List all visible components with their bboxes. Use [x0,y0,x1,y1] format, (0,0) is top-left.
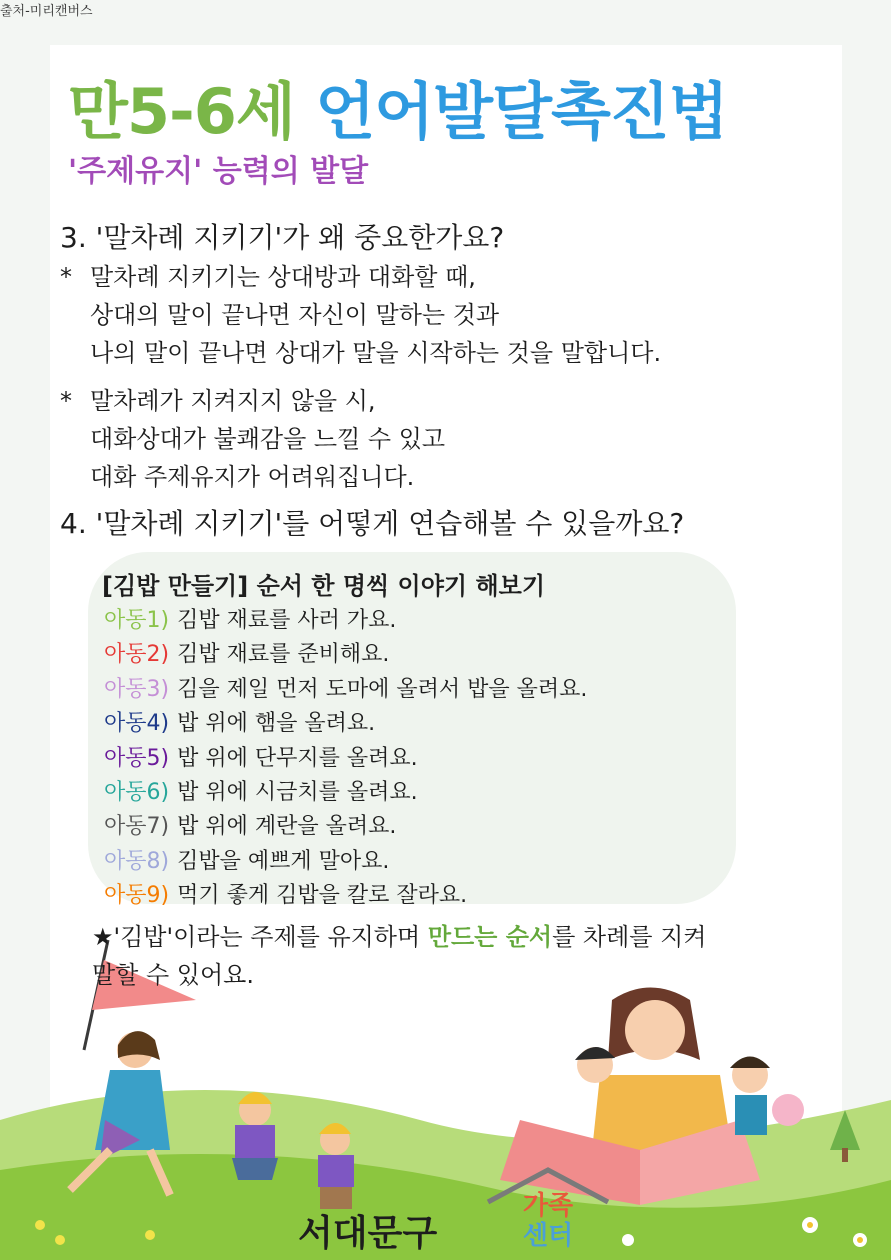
logo-text-top: 가족 [522,1191,574,1221]
step-item [104,810,587,844]
step-text: 밥 위에 시금치를 올려요. [177,780,418,806]
step-item [104,742,587,776]
summary-note [92,918,706,994]
step-text: 김을 제일 먼저 도마에 올려서 밥을 올려요. [177,676,588,702]
step-label: 아동6) [104,780,170,806]
step-text: 먹기 좋게 김밥을 칼로 잘라요. [177,883,468,909]
step-item [104,879,587,913]
paragraph-line: 말차례 지키기는 상대방과 대화할 때, [90,263,476,291]
step-text: 밥 위에 단무지를 올려요. [177,745,418,771]
step-item [104,776,587,810]
step-text: 밥 위에 계란을 올려요. [177,814,397,840]
family-center-logo [478,1162,618,1252]
question-4: 4. '말차례 지키기'를 어떻게 연습해볼 수 있을까요? [60,507,685,540]
step-text: 밥 위에 햄을 올려요. [177,711,376,737]
step-text: 김밥 재료를 준비해요. [177,642,390,668]
step-label: 아동8) [104,848,170,874]
note-text: '김밥'이라는 주제를 유지하며 [113,923,428,951]
step-label: 아동5) [104,745,170,771]
paragraph-line: 상대의 말이 끝나면 자신이 말하는 것과 [90,301,500,329]
title-topic: 언어발달촉진법 [315,75,728,148]
page-title [68,62,728,151]
source-credit: 출처-미리캔버스 [0,4,93,19]
step-text: 김밥을 예쁘게 말아요. [177,848,390,874]
step-item [104,845,587,879]
bullet-star: * [60,263,72,291]
step-label: 아동1) [104,608,170,633]
step-label: 아동2) [104,642,170,668]
note-text: 를 차례를 지켜 [552,923,707,951]
title-age: 만5-6세 [68,75,295,148]
star-icon: ★ [92,923,114,951]
step-list [104,604,587,914]
paragraph-line: 나의 말이 끝나면 상대가 말을 시작하는 것을 말합니다. [90,339,662,367]
organization-name: 서대문구 [298,1213,438,1254]
page-subtitle: '주제유지' 능력의 발달 [68,154,369,189]
paragraph-2 [60,382,445,496]
step-text: 김밥 재료를 사러 가요. [177,608,397,633]
note-highlight: 만드는 순서 [427,923,553,951]
logo-text-bottom: 센터 [522,1221,574,1251]
step-label: 아동9) [104,883,170,909]
step-item [104,638,587,672]
step-item [104,604,587,638]
step-label: 아동3) [104,676,170,702]
step-label: 아동4) [104,711,170,737]
note-text: 말할 수 있어요. [92,961,254,989]
bullet-star: * [60,387,72,415]
activity-title: [김밥 만들기] 순서 한 명씩 이야기 해보기 [102,572,546,600]
paragraph-line: 대화 주제유지가 어려워집니다. [90,463,415,491]
step-label: 아동7) [104,814,170,840]
step-item [104,673,587,707]
paragraph-line: 대화상대가 불쾌감을 느낄 수 있고 [90,425,446,453]
paragraph-1 [60,258,661,372]
step-item [104,707,587,741]
question-3: 3. '말차례 지키기'가 왜 중요한가요? [60,221,505,254]
paragraph-line: 말차례가 지켜지지 않을 시, [90,387,376,415]
